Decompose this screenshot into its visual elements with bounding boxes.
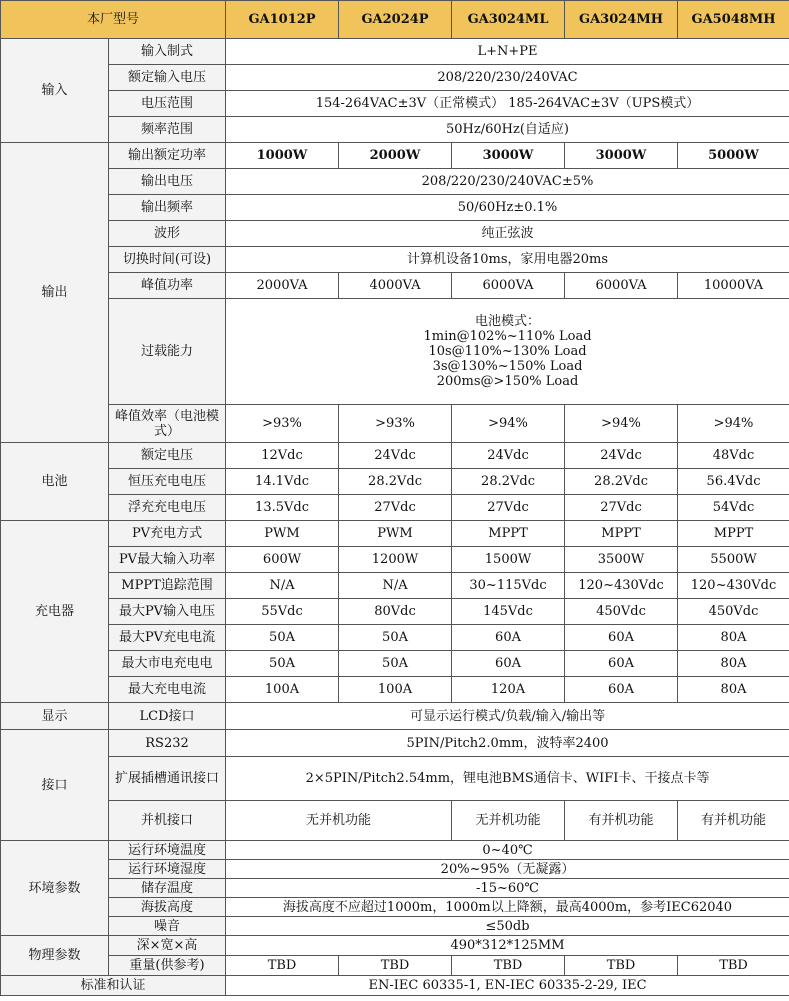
row-standards xyxy=(1,976,789,996)
label-peak-power: 峰值功率 xyxy=(109,273,226,299)
row-switch-time xyxy=(1,247,789,273)
label-cv-charge: 恒压充电电压 xyxy=(109,469,226,495)
value-dimensions: 490*312*125MM xyxy=(226,936,789,956)
row-lcd xyxy=(1,703,789,730)
float-charge-3: 27Vdc xyxy=(452,495,565,521)
label-waveform: 波形 xyxy=(109,221,226,247)
row-freq-range xyxy=(1,117,789,143)
pv-max-voltage-1: 55Vdc xyxy=(226,599,339,625)
model-5: GA5048MH xyxy=(678,1,789,39)
peak-power-4: 6000VA xyxy=(565,273,678,299)
max-charge-current-4: 60A xyxy=(565,677,678,703)
value-rated-input-voltage: 208/220/230/240VAC xyxy=(226,65,789,91)
mppt-range-1: N/A xyxy=(226,573,339,599)
overload-line-2: 1min@102%~110% Load xyxy=(423,329,592,344)
pv-mode-5: MPPT xyxy=(678,521,789,547)
cv-charge-1: 14.1Vdc xyxy=(226,469,339,495)
float-charge-4: 27Vdc xyxy=(565,495,678,521)
weight-1: TBD xyxy=(226,956,339,976)
row-output-voltage xyxy=(1,169,789,195)
mppt-range-3: 30~115Vdc xyxy=(452,573,565,599)
battery-rated-voltage-4: 24Vdc xyxy=(565,443,678,469)
max-charge-current-2: 100A xyxy=(339,677,452,703)
label-storage-temp: 储存温度 xyxy=(109,879,226,898)
mains-max-current-4: 60A xyxy=(565,651,678,677)
value-freq-range: 50Hz/60Hz(自适应) xyxy=(226,117,789,143)
pv-max-current-4: 60A xyxy=(565,625,678,651)
label-mppt-range: MPPT追踪范围 xyxy=(109,573,226,599)
label-overload: 过载能力 xyxy=(109,299,226,405)
parallel-b: 无并机功能 xyxy=(452,801,565,841)
row-cv-charge xyxy=(1,469,789,495)
row-output-freq xyxy=(1,195,789,221)
value-overload xyxy=(226,299,789,405)
pv-max-power-1: 600W xyxy=(226,547,339,573)
peak-power-5: 10000VA xyxy=(678,273,789,299)
label-switch-time: 切换时间(可设) xyxy=(109,247,226,273)
pv-max-current-2: 50A xyxy=(339,625,452,651)
cv-charge-3: 28.2Vdc xyxy=(452,469,565,495)
label-altitude: 海拔高度 xyxy=(109,898,226,917)
row-parallel xyxy=(1,801,789,841)
group-display: 显示 xyxy=(1,703,109,730)
row-op-humidity xyxy=(1,860,789,879)
label-op-humidity: 运行环境湿度 xyxy=(109,860,226,879)
model-3: GA3024ML xyxy=(452,1,565,39)
mains-max-current-2: 50A xyxy=(339,651,452,677)
row-overload xyxy=(1,299,789,405)
battery-rated-voltage-2: 24Vdc xyxy=(339,443,452,469)
value-output-voltage: 208/220/230/240VAC±5% xyxy=(226,169,789,195)
model-4: GA3024MH xyxy=(565,1,678,39)
overload-line-5: 200ms@>150% Load xyxy=(436,374,579,389)
value-op-humidity: 20%~95%（无凝露） xyxy=(226,860,789,879)
label-freq-range: 频率范围 xyxy=(109,117,226,143)
pv-max-voltage-4: 450Vdc xyxy=(565,599,678,625)
pv-max-power-2: 1200W xyxy=(339,547,452,573)
mains-max-current-5: 80A xyxy=(678,651,789,677)
model-2: GA2024P xyxy=(339,1,452,39)
row-expansion-slot xyxy=(1,757,789,801)
group-battery: 电池 xyxy=(1,443,109,521)
value-rs232: 5PIN/Pitch2.0mm，波特率2400 xyxy=(226,730,789,757)
pv-max-current-3: 60A xyxy=(452,625,565,651)
value-noise: ≤50db xyxy=(226,917,789,936)
row-mppt-range xyxy=(1,573,789,599)
label-peak-efficiency: 峰值效率（电池模式） xyxy=(109,405,226,443)
parallel-c: 有并机功能 xyxy=(565,801,678,841)
label-expansion-slot: 扩展插槽通讯接口 xyxy=(109,757,226,801)
value-lcd: 可显示运行模式/负载/输入/输出等 xyxy=(226,703,789,730)
battery-rated-voltage-3: 24Vdc xyxy=(452,443,565,469)
max-charge-current-5: 80A xyxy=(678,677,789,703)
mppt-range-4: 120~430Vdc xyxy=(565,573,678,599)
cv-charge-4: 28.2Vdc xyxy=(565,469,678,495)
mains-max-current-3: 60A xyxy=(452,651,565,677)
group-physical: 物理参数 xyxy=(1,936,109,976)
row-weight xyxy=(1,956,789,976)
pv-max-power-4: 3500W xyxy=(565,547,678,573)
row-waveform xyxy=(1,221,789,247)
row-rated-input-voltage xyxy=(1,65,789,91)
label-rs232: RS232 xyxy=(109,730,226,757)
row-battery-rated-voltage xyxy=(1,443,789,469)
row-pv-max-power xyxy=(1,547,789,573)
max-charge-current-3: 120A xyxy=(452,677,565,703)
value-standards: EN-IEC 60335-1, EN-IEC 60335-2-29, IEC xyxy=(226,976,789,996)
pv-mode-1: PWM xyxy=(226,521,339,547)
peak-eff-2: >93% xyxy=(339,405,452,443)
label-parallel: 并机接口 xyxy=(109,801,226,841)
value-switch-time: 计算机设备10ms，家用电器20ms xyxy=(226,247,789,273)
header-label: 本厂型号 xyxy=(1,1,226,39)
float-charge-5: 54Vdc xyxy=(678,495,789,521)
group-output: 输出 xyxy=(1,143,109,443)
overload-line-1: 电池模式： xyxy=(475,314,541,329)
label-output-voltage: 输出电压 xyxy=(109,169,226,195)
row-float-charge xyxy=(1,495,789,521)
row-altitude xyxy=(1,898,789,917)
label-voltage-range: 电压范围 xyxy=(109,91,226,117)
pv-max-voltage-3: 145Vdc xyxy=(452,599,565,625)
pv-max-voltage-2: 80Vdc xyxy=(339,599,452,625)
value-storage-temp: -15~60℃ xyxy=(226,879,789,898)
label-pv-max-power: PV最大输入功率 xyxy=(109,547,226,573)
label-max-charge-current: 最大充电电流 xyxy=(109,677,226,703)
pv-max-power-5: 5500W xyxy=(678,547,789,573)
row-max-charge-current xyxy=(1,677,789,703)
model-1: GA1012P xyxy=(226,1,339,39)
label-noise: 噪音 xyxy=(109,917,226,936)
battery-rated-voltage-1: 12Vdc xyxy=(226,443,339,469)
parallel-a: 无并机功能 xyxy=(226,801,452,841)
row-noise xyxy=(1,917,789,936)
pv-mode-4: MPPT xyxy=(565,521,678,547)
row-output-rated-power xyxy=(1,143,789,169)
overload-line-4: 3s@130%~150% Load xyxy=(432,359,583,374)
peak-power-3: 6000VA xyxy=(452,273,565,299)
label-pv-max-voltage: 最大PV输入电压 xyxy=(109,599,226,625)
label-output-freq: 输出频率 xyxy=(109,195,226,221)
rated-power-1: 1000W xyxy=(226,143,339,169)
cv-charge-5: 56.4Vdc xyxy=(678,469,789,495)
rated-power-4: 3000W xyxy=(565,143,678,169)
peak-power-1: 2000VA xyxy=(226,273,339,299)
group-input: 输入 xyxy=(1,39,109,143)
label-pv-max-current: 最大PV充电电流 xyxy=(109,625,226,651)
row-peak-power xyxy=(1,273,789,299)
weight-2: TBD xyxy=(339,956,452,976)
pv-max-voltage-5: 450Vdc xyxy=(678,599,789,625)
label-standards: 标准和认证 xyxy=(1,976,226,996)
battery-rated-voltage-5: 48Vdc xyxy=(678,443,789,469)
label-rated-input-voltage: 额定输入电压 xyxy=(109,65,226,91)
value-expansion-slot: 2×5PIN/Pitch2.54mm，锂电池BMS通信卡、WIFI卡、干接点卡等 xyxy=(226,757,789,801)
label-weight: 重量(供参考) xyxy=(109,956,226,976)
pv-max-current-1: 50A xyxy=(226,625,339,651)
row-mains-max-current xyxy=(1,651,789,677)
pv-mode-2: PWM xyxy=(339,521,452,547)
row-storage-temp xyxy=(1,879,789,898)
group-charger: 充电器 xyxy=(1,521,109,703)
row-rs232 xyxy=(1,730,789,757)
group-interface: 接口 xyxy=(1,730,109,841)
value-op-temp: 0~40℃ xyxy=(226,841,789,860)
value-input-mode: L+N+PE xyxy=(226,39,789,65)
label-output-rated-power: 输出额定功率 xyxy=(109,143,226,169)
peak-eff-4: >94% xyxy=(565,405,678,443)
label-dimensions: 深×宽×高 xyxy=(109,936,226,956)
peak-eff-5: >94% xyxy=(678,405,789,443)
label-lcd: LCD接口 xyxy=(109,703,226,730)
peak-eff-1: >93% xyxy=(226,405,339,443)
overload-line-3: 10s@110%~130% Load xyxy=(428,344,587,359)
label-float-charge: 浮充充电电压 xyxy=(109,495,226,521)
pv-max-power-3: 1500W xyxy=(452,547,565,573)
row-voltage-range xyxy=(1,91,789,117)
row-pv-max-current xyxy=(1,625,789,651)
peak-power-2: 4000VA xyxy=(339,273,452,299)
mains-max-current-1: 50A xyxy=(226,651,339,677)
pv-mode-3: MPPT xyxy=(452,521,565,547)
mppt-range-2: N/A xyxy=(339,573,452,599)
value-altitude: 海拔高度不应超过1000m，1000m以上降额，最高4000m，参考IEC62040 xyxy=(226,898,789,917)
rated-power-5: 5000W xyxy=(678,143,789,169)
label-op-temp: 运行环境温度 xyxy=(109,841,226,860)
cv-charge-2: 28.2Vdc xyxy=(339,469,452,495)
parallel-d: 有并机功能 xyxy=(678,801,789,841)
row-op-temp xyxy=(1,841,789,860)
label-mains-max-current: 最大市电充电电 xyxy=(109,651,226,677)
header-row xyxy=(1,1,789,39)
row-dimensions xyxy=(1,936,789,956)
label-input-mode: 输入制式 xyxy=(109,39,226,65)
float-charge-2: 27Vdc xyxy=(339,495,452,521)
weight-4: TBD xyxy=(565,956,678,976)
label-battery-rated-voltage: 额定电压 xyxy=(109,443,226,469)
group-environment: 环境参数 xyxy=(1,841,109,936)
float-charge-1: 13.5Vdc xyxy=(226,495,339,521)
row-pv-max-voltage xyxy=(1,599,789,625)
peak-eff-3: >94% xyxy=(452,405,565,443)
rated-power-2: 2000W xyxy=(339,143,452,169)
row-peak-efficiency xyxy=(1,405,789,443)
value-waveform: 纯正弦波 xyxy=(226,221,789,247)
rated-power-3: 3000W xyxy=(452,143,565,169)
row-input-mode xyxy=(1,39,789,65)
row-pv-mode xyxy=(1,521,789,547)
max-charge-current-1: 100A xyxy=(226,677,339,703)
value-output-freq: 50/60Hz±0.1% xyxy=(226,195,789,221)
weight-3: TBD xyxy=(452,956,565,976)
label-pv-mode: PV充电方式 xyxy=(109,521,226,547)
mppt-range-5: 120~430Vdc xyxy=(678,573,789,599)
value-voltage-range: 154-264VAC±3V（正常模式） 185-264VAC±3V（UPS模式） xyxy=(226,91,789,117)
pv-max-current-5: 80A xyxy=(678,625,789,651)
weight-5: TBD xyxy=(678,956,789,976)
